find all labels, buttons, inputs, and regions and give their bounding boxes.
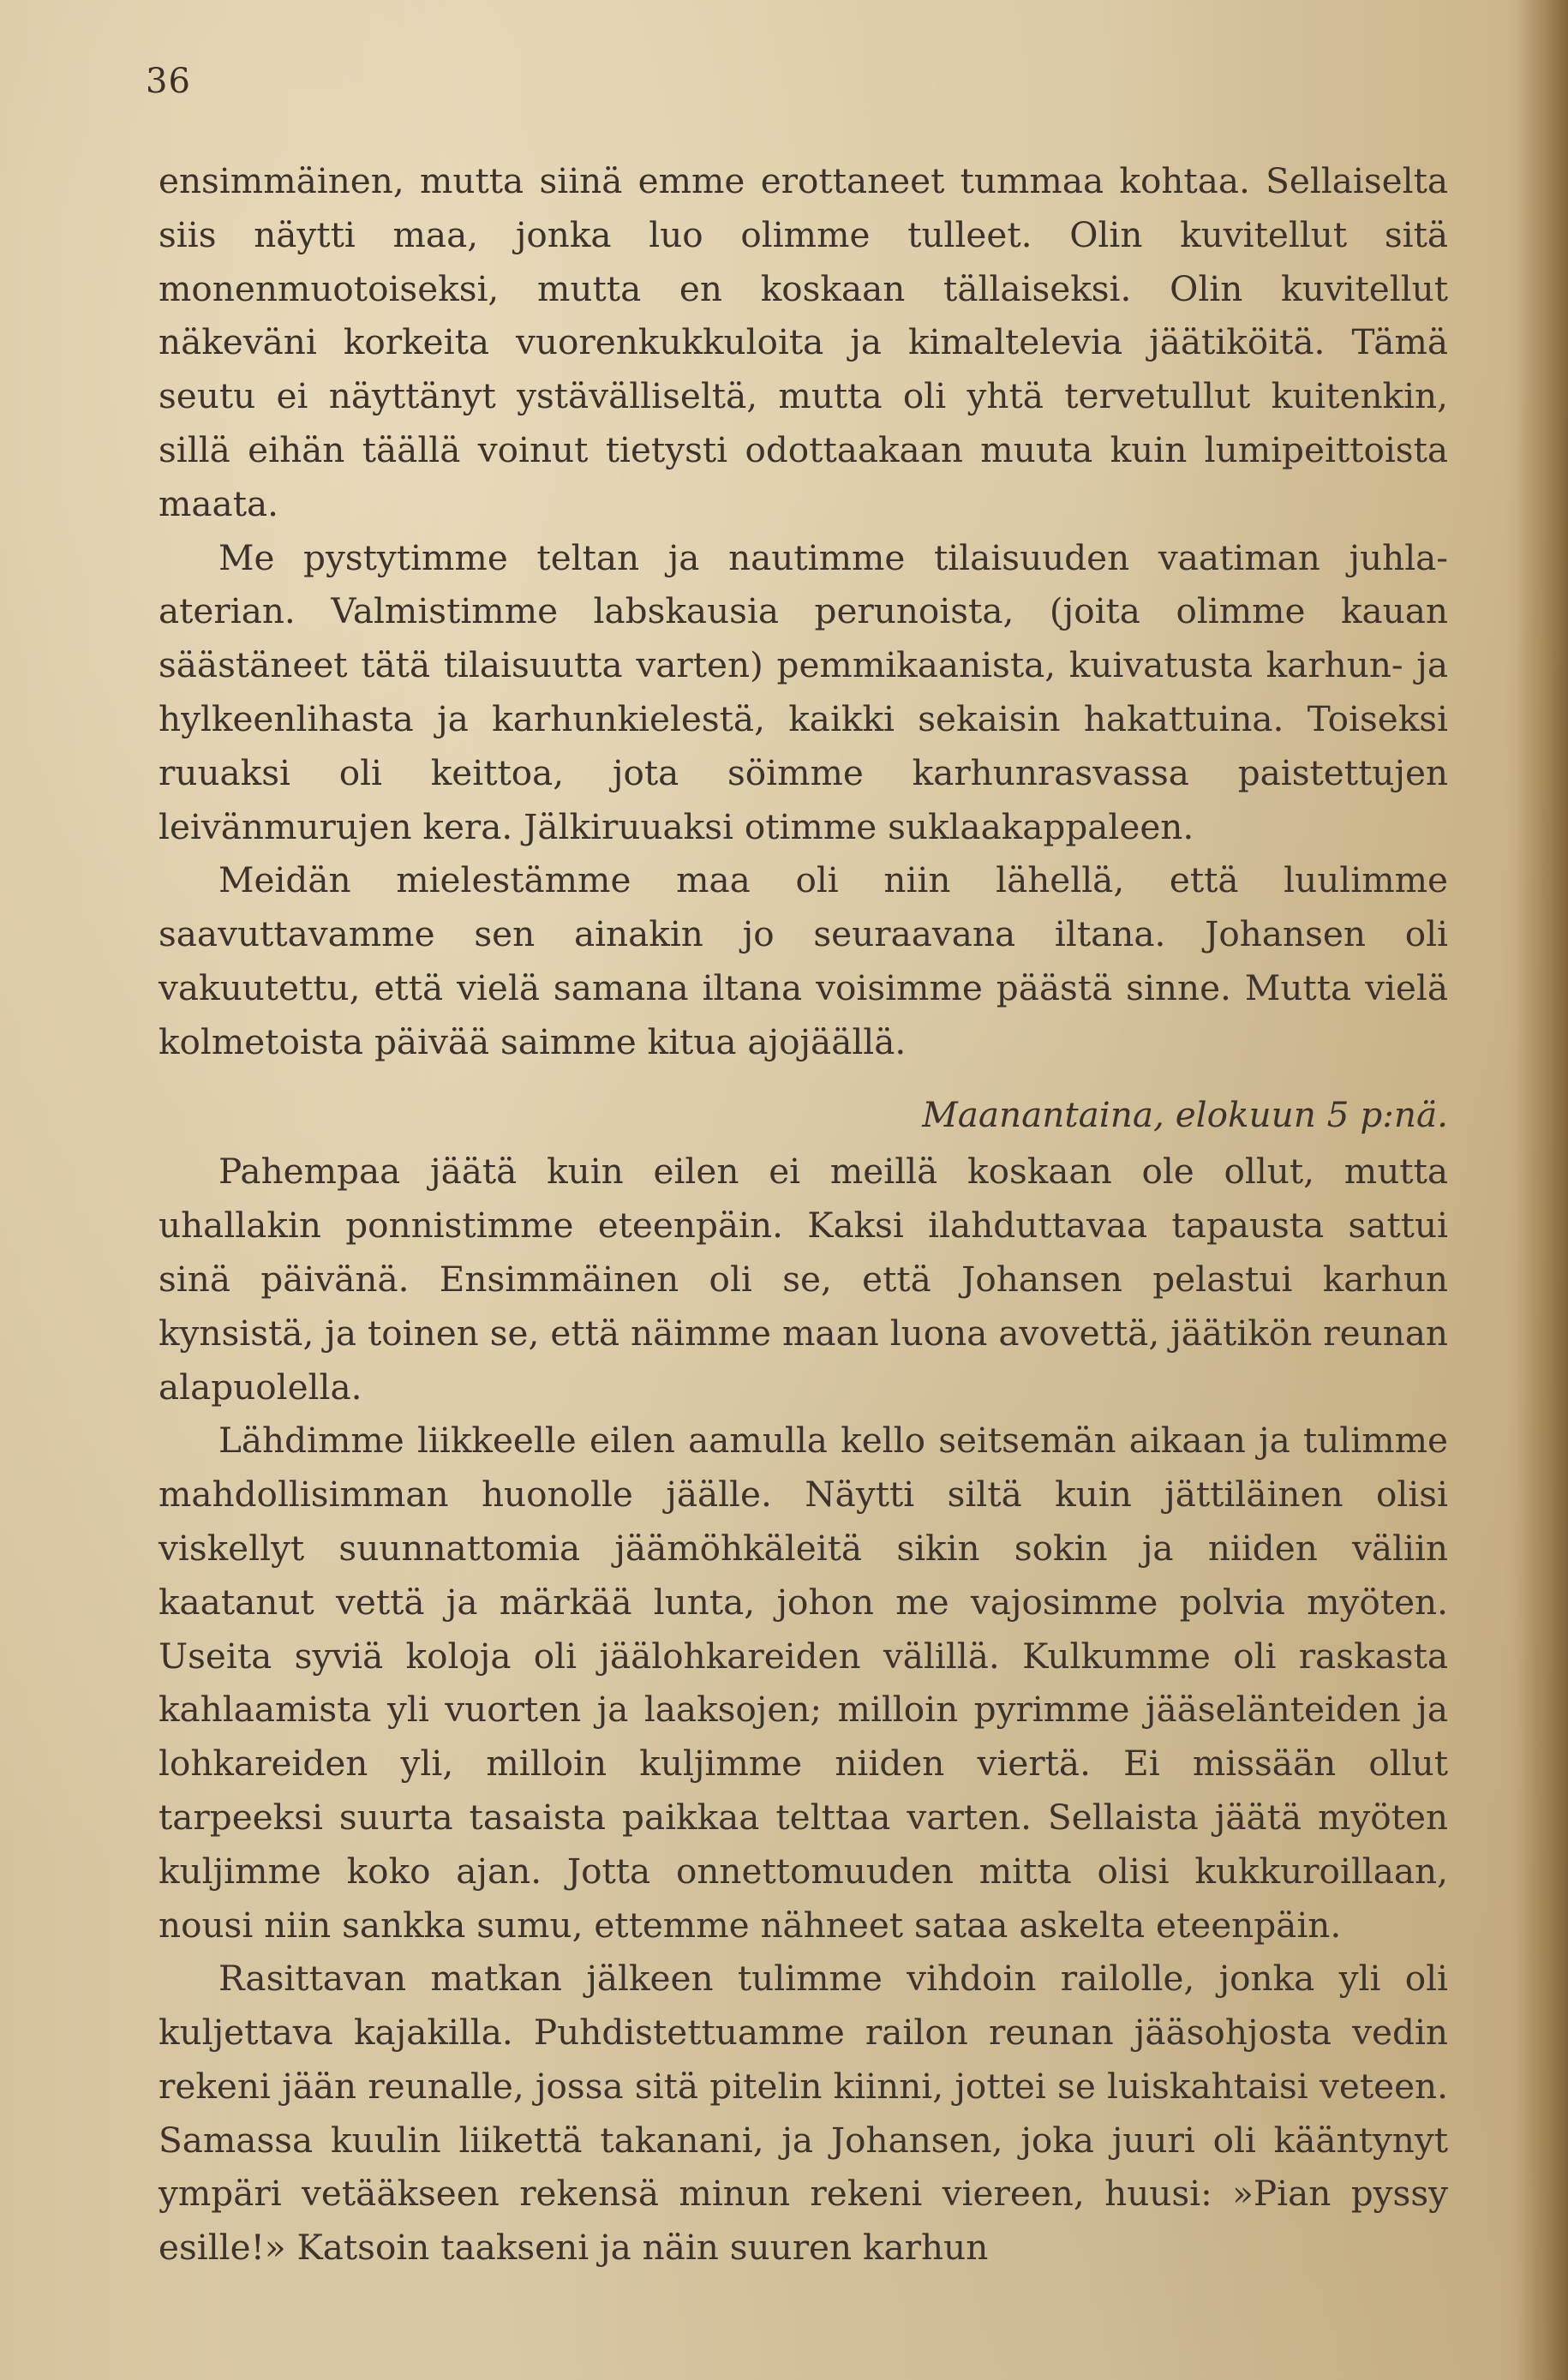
page-number: 36 <box>146 62 191 101</box>
diary-dateline: Maanantaina, elokuun 5 p:nä. <box>922 1093 1448 1135</box>
page-edge-shadow <box>1517 0 1568 2380</box>
paragraph: Me pystytimme teltan ja nautimme tilaisuuden vaatiman juhla-aterian. Valmistimme labskausia perunoista, (joita olimme kauan säästäneet tätä tilaisuutta varten) pemmikaanista, kuivatusta karhun- ja hylkeenlihasta ja karhunkielestä, kaikki sekaisin hakattuina. Toiseksi ruuaksi oli keittoa, jota söimme karhunrasvassa paistettujen leivänmurujen kera. Jälkiruuaksi otimme suklaakappaleen. <box>159 536 1448 847</box>
paragraph-continuation: ensimmäinen, mutta siinä emme erottaneet tummaa kohtaa. Sellaiselta siis näytti maa, jonka luo olimme tulleet. Olin kuvitellut sitä monenmuotoiseksi, mutta en koskaan tällaiseksi. Olin kuvitellut näkeväni korkeita vuorenkukkuloita ja kimaltelevia jäätiköitä. Tämä seutu ei näyttänyt ystävälliseltä, mutta oli yhtä tervetullut kuitenkin, sillä eihän täällä voinut tietysti odottaakaan muuta kuin lumipeittoista maata. <box>159 160 1448 524</box>
body-text <box>159 154 1448 2275</box>
paragraph: Lähdimme liikkeelle eilen aamulla kello seitsemän aikaan ja tulimme mahdollisimman huonolle jäälle. Näytti siltä kuin jättiläinen olisi viskellyt suunnattomia jäämöhkäleitä sikin sokin ja niiden väliin kaatanut vettä ja märkää lunta, johon me vajosimme polvia myöten. Useita syviä koloja oli jäälohkareiden välillä. Kulkumme oli raskasta kahlaamista yli vuorten ja laaksojen; milloin pyrimme jääselänteiden ja lohkareiden yli, milloin kuljimme niiden viertä. Ei missään ollut tarpeeksi suurta tasaista paikkaa telttaa varten. Sellaista jäätä myöten kuljimme koko ajan. Jotta onnettomuuden mitta olisi kukkuroillaan, nousi niin sankka sumu, ettemme nähneet sataa askelta eteenpäin. <box>159 1420 1448 1946</box>
paragraph: Pahempaa jäätä kuin eilen ei meillä koskaan ole ollut, mutta uhallakin ponnistimme eteenpäin. Kaksi ilahduttavaa tapausta sattui sinä päivänä. Ensimmäinen oli se, että Johansen pelastui karhun kynsistä, ja toinen se, että näimme maan luona avovettä, jäätikön reunan alapuolella. <box>159 1151 1448 1408</box>
paragraph: Rasittavan matkan jälkeen tulimme vihdoin railolle, jonka yli oli kuljettava kajakilla. Puhdistettuamme railon reunan jääsohjosta vedin rekeni jään reunalle, jossa sitä pitelin kiinni, jottei se luiskahtaisi veteen. Samassa kuulin liikettä takanani, ja Johansen, joka juuri oli kääntynyt ympäri vetääkseen rekensä minun rekeni viereen, huusi: »Pian pyssy esille!» Katsoin taakseni ja näin suuren karhun <box>159 1958 1448 2269</box>
paragraph: Meidän mielestämme maa oli niin lähellä, että luulimme saavuttavamme sen ainakin jo seuraavana iltana. Johansen oli vakuutettu, että vielä samana iltana voisimme päästä sinne. Mutta vielä kolmetoista päivää saimme kitua ajojäällä. <box>159 859 1448 1062</box>
